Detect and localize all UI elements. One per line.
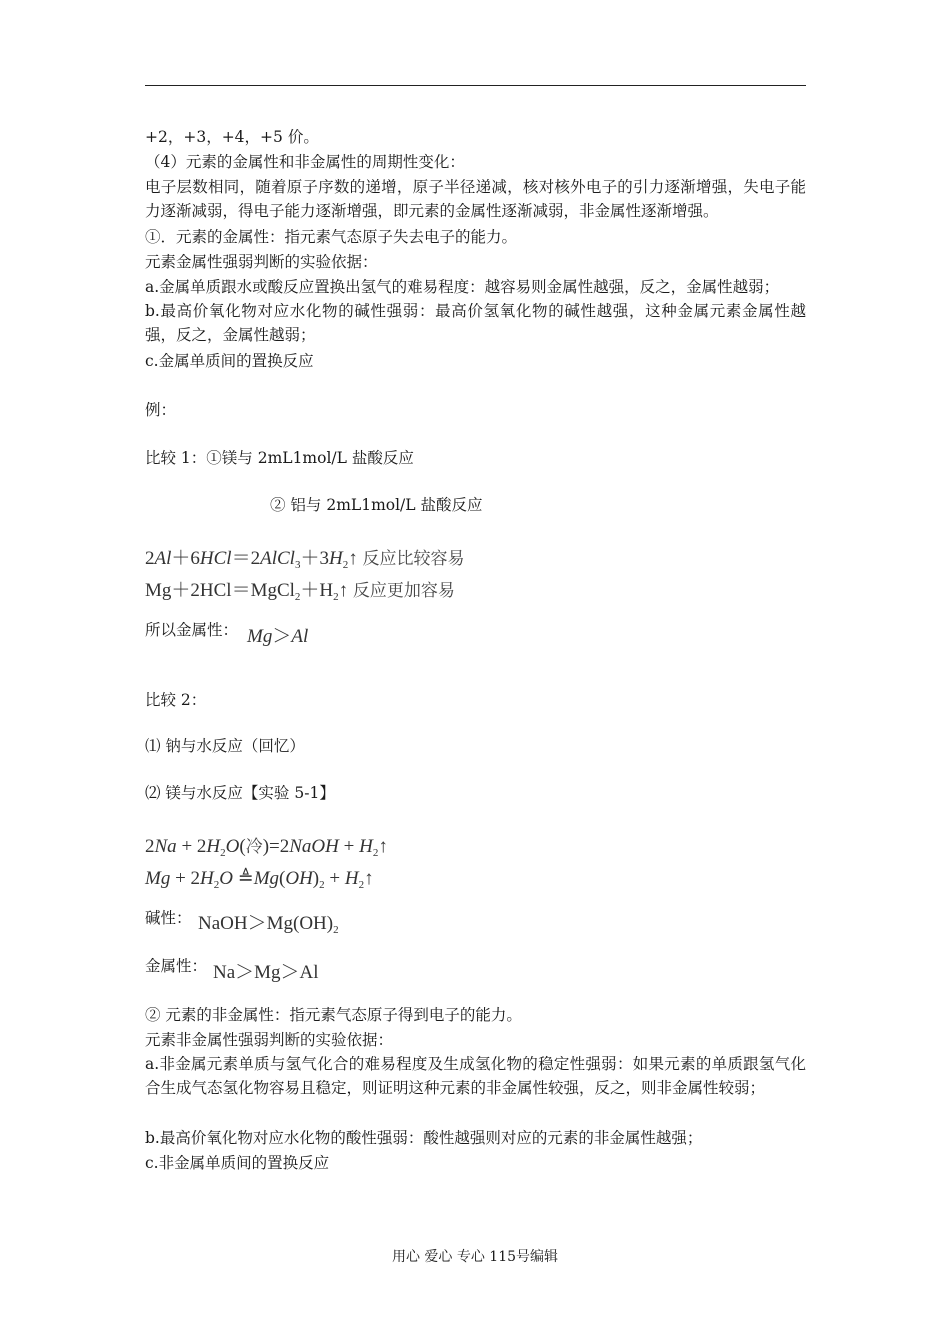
equation-note: 反应更加容易 — [352, 581, 455, 601]
inequality-metallic-order: Na＞Mg＞Al — [213, 962, 319, 983]
text-line: +2，+3，+4，+5 价。 — [145, 128, 319, 146]
text-line: a.金属单质跟水或酸反应置换出氢气的难易程度：越容易则金属性越强，反之，金属性越弱； — [145, 278, 780, 296]
text-line: 比较 2： — [145, 691, 207, 709]
text-line: ①．元素的金属性：指元素气态原子失去电子的能力。 — [145, 228, 518, 246]
equation-mg-hcl: $Mg+2HCl=MgCl_2+H_2↑$ 反应更加容易 — [145, 580, 455, 603]
paragraph: a.非金属元素单质与氢气化合的难易程度及生成氢化物的稳定性强弱：如果元素的单质跟氢气化合生成气态氢化物容易且稳定，则证明这种元素的非金属性较强，反之，则非金属性较弱； — [145, 1055, 806, 1097]
inequality-metallic: Mg＞Al — [247, 626, 309, 647]
paragraph: b.最高价氧化物对应水化物的碱性强弱：最高价氢氧化物的碱性越强，这种金属元素金属性越强，反之，金属性越弱； — [145, 302, 806, 344]
text-line: 碱性： — [145, 909, 192, 927]
text-line: 比较 1：①镁与 2mL1mol/L 盐酸反应 — [145, 449, 414, 467]
equation-na-water: $2Na + 2H_2O$(冷)=2NaOH + $H_2↑$ — [145, 836, 388, 859]
text-line: ⑴ 钠与水反应（回忆） — [145, 737, 305, 755]
text-line: 例： — [145, 401, 177, 419]
page-footer: 用心 爱心 专心 115号编辑 — [391, 1249, 559, 1265]
text-line: ② 铝与 2mL1mol/L 盐酸反应 — [270, 496, 483, 514]
text-line: 元素金属性强弱判断的实验依据： — [145, 253, 378, 271]
text-line: 金属性： — [145, 957, 208, 975]
text-line: 元素非金属性强弱判断的实验依据： — [145, 1031, 394, 1049]
text-line: ② 元素的非金属性：指元素气态原子得到电子的能力。 — [145, 1006, 522, 1024]
text-line: b.最高价氧化物对应水化物的酸性强弱：酸性越强则对应的元素的非金属性越强； — [145, 1129, 703, 1147]
text-line: ⑵ 镁与水反应【实验 5-1】 — [145, 784, 335, 802]
header-rule — [145, 85, 806, 86]
paragraph: 电子层数相同，随着原子序数的递增，原子半径递减，核对核外电子的引力逐渐增强，失电子能力逐渐减弱，得电子能力逐渐增强，即元素的金属性逐渐减弱，非金属性逐渐增强。 — [145, 178, 806, 220]
inequality-basicity: $NaOH>Mg(OH)_2$ — [198, 913, 339, 936]
equation-note: 反应比较容易 — [362, 549, 465, 569]
text-line: 所以金属性： — [145, 621, 239, 639]
equation-al-hcl: $2Al+6HCl=2AlCl_3+3H_2↑$ 反应比较容易 — [145, 548, 465, 571]
condition-cold: 冷 — [245, 837, 263, 857]
section-heading: （4）元素的金属性和非金属性的周期性变化： — [145, 153, 465, 171]
text-line: c.非金属单质间的置换反应 — [145, 1154, 330, 1172]
text-line: c.金属单质间的置换反应 — [145, 352, 314, 370]
equation-mg-water: $Mg + 2H_2O$ $≜Mg(OH)_2$ + $H_2↑$ — [145, 868, 374, 891]
